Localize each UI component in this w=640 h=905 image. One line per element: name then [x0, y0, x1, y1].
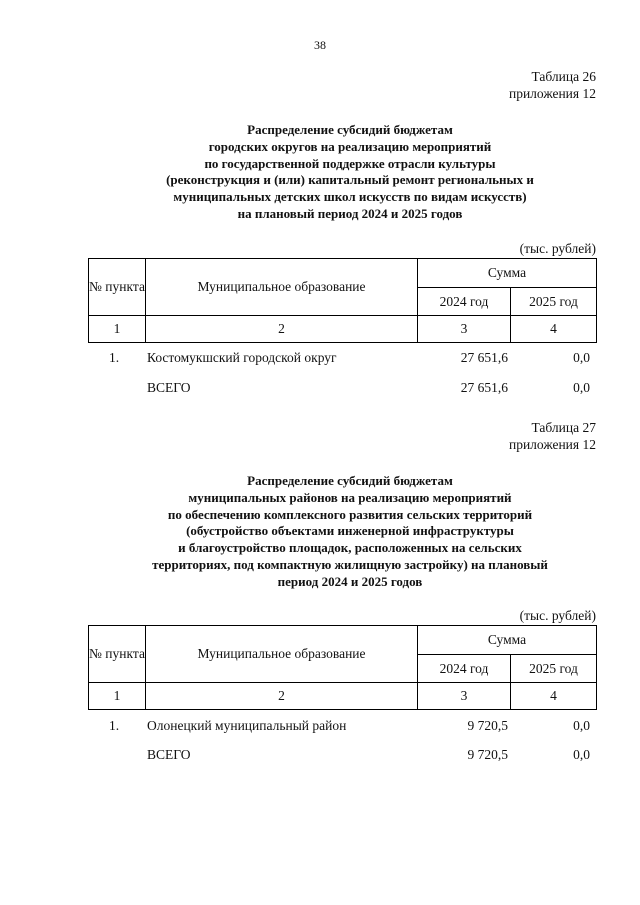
total-value-2024: 27 651,6	[460, 380, 508, 395]
total-value-2024: 9 720,5	[467, 747, 508, 762]
table-27-caption	[509, 419, 596, 453]
title-line: территориях, под компактную жилищную застройку) на плановый	[152, 556, 548, 572]
row-value-2025: 0,0	[573, 718, 590, 733]
table-annex: приложения 12	[508, 437, 596, 452]
table-annex: приложения 12	[508, 86, 596, 101]
row-name: Олонецкий муниципальный район	[147, 718, 347, 733]
title-line: муниципальных детских школ искусств по видам искусств)	[173, 189, 527, 205]
title-line: период 2024 и 2025 годов	[277, 573, 423, 589]
row-number: 1.	[108, 718, 120, 733]
total-label: ВСЕГО	[147, 747, 191, 762]
table-26-header	[88, 258, 597, 343]
title-line: по государственной поддержке отрасли культуры	[204, 155, 496, 171]
header-sum: Сумма	[418, 626, 597, 655]
title-line: (обустройство объектами инженерной инфраструктуры	[186, 523, 514, 539]
header-year-2025: 2025 год	[511, 288, 597, 316]
header-name: Муниципальное образование	[146, 259, 418, 316]
title-line: (реконструкция и (или) капитальный ремонт региональных и	[166, 172, 534, 188]
table-26-caption	[509, 68, 596, 102]
row-value-2024: 9 720,5	[467, 718, 508, 733]
row-number: 1.	[108, 350, 120, 365]
total-value-2025: 0,0	[573, 380, 590, 395]
header-year-2024: 2024 год	[418, 655, 511, 683]
header-year-2024: 2024 год	[418, 288, 511, 316]
total-value-2025: 0,0	[573, 747, 590, 762]
header-name: Муниципальное образование	[146, 626, 418, 683]
column-number: 1	[89, 683, 146, 710]
header-num: № пункта	[89, 626, 146, 683]
header-num: № пункта	[89, 259, 146, 316]
title-line: городских округов на реализацию мероприятий	[208, 138, 492, 154]
total-row	[88, 743, 596, 767]
table-label: Таблица 27	[531, 420, 596, 435]
table-row	[88, 714, 596, 738]
table-row	[88, 346, 596, 370]
table-26-title	[60, 122, 640, 223]
header-year-2025: 2025 год	[511, 655, 597, 683]
title-line: Распределение субсидий бюджетам	[247, 122, 453, 137]
column-number: 3	[418, 316, 511, 343]
column-number: 1	[89, 316, 146, 343]
total-row	[88, 376, 596, 400]
column-number: 3	[418, 683, 511, 710]
column-number: 4	[511, 683, 597, 710]
column-number: 2	[146, 316, 418, 343]
row-name: Костомукшский городской округ	[147, 350, 337, 365]
column-number: 2	[146, 683, 418, 710]
title-line: муниципальных районов на реализацию мероприятий	[188, 489, 512, 505]
header-sum: Сумма	[418, 259, 597, 288]
title-line: Распределение субсидий бюджетам	[247, 473, 453, 488]
table-27-header	[88, 625, 597, 710]
units-label: (тыс. рублей)	[519, 241, 596, 256]
table-27-title	[60, 473, 640, 591]
title-line: и благоустройство площадок, расположенных на сельских	[178, 540, 522, 556]
title-line: по обеспечению комплексного развития сельских территорий	[167, 506, 533, 522]
units-label: (тыс. рублей)	[519, 608, 596, 623]
page-number: 38	[314, 38, 326, 52]
row-value-2025: 0,0	[573, 350, 590, 365]
title-line: на плановый период 2024 и 2025 годов	[237, 205, 463, 221]
column-number: 4	[511, 316, 597, 343]
total-label: ВСЕГО	[147, 380, 191, 395]
row-value-2024: 27 651,6	[460, 350, 508, 365]
table-label: Таблица 26	[531, 69, 596, 84]
